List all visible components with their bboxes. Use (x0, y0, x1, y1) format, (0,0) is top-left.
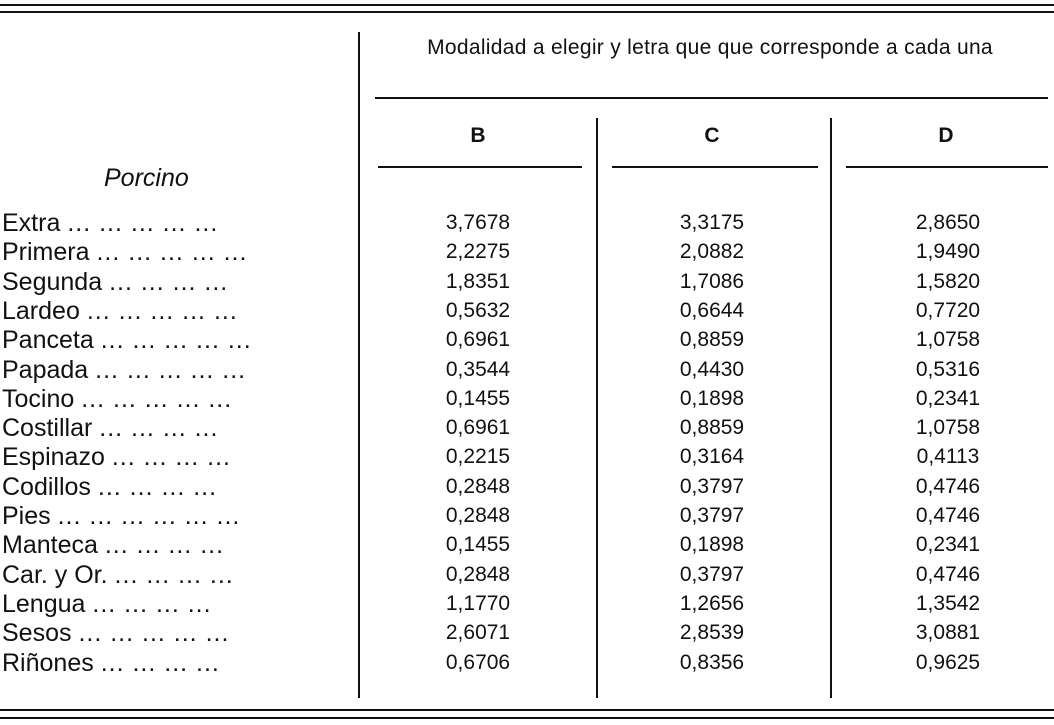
row-label-text: Car. y Or. (2, 561, 108, 589)
row-label-text: Tocino (2, 385, 75, 413)
leader-dots: ... ... ... ... ... ... (57, 502, 241, 530)
table-cell-b: 3,7678 (445, 211, 511, 234)
leader-dots: ... ... ... ... ... (67, 209, 219, 237)
row-label-text: Segunda (2, 268, 103, 296)
table-cell-b: 1,8351 (445, 270, 511, 293)
table-cell-b: 2,2275 (445, 240, 511, 263)
row-label (2, 589, 342, 619)
table-cell-c: 0,1898 (679, 533, 745, 556)
table-cell-d: 1,0758 (915, 416, 981, 439)
table-cell-c: 1,7086 (679, 270, 745, 293)
spanning-header: Modalidad a elegir y letra que que corresponde a cada una (427, 36, 993, 59)
leader-dots: ... ... ... ... (92, 590, 212, 618)
leader-dots: ... ... ... ... ... (100, 326, 252, 354)
table-cell-b: 0,1455 (445, 387, 511, 410)
row-label-text: Papada (2, 356, 89, 384)
table-cell-c: 3,3175 (679, 211, 745, 234)
row-label-text: Primera (2, 238, 90, 266)
table-cell-d: 0,2341 (915, 387, 981, 410)
table-cell-b: 0,6961 (445, 328, 511, 351)
row-label-text: Panceta (2, 326, 94, 354)
top-rule-2 (0, 11, 1054, 13)
row-label-text: Lengua (2, 590, 86, 618)
header-underline (375, 97, 1048, 99)
column-header-b-underline (378, 166, 582, 168)
table-cell-d: 0,9625 (915, 651, 981, 674)
table-cell-d: 0,2341 (915, 533, 981, 556)
table-cell-b: 0,2848 (445, 475, 511, 498)
table-cell-c: 0,8859 (679, 328, 745, 351)
table-cell-b: 2,6071 (445, 621, 511, 644)
row-label-text: Codillos (2, 473, 91, 501)
leader-dots: ... ... ... ... (100, 649, 220, 677)
row-label (2, 560, 342, 590)
stub-heading: Porcino (104, 164, 189, 192)
row-label-text: Espinazo (2, 443, 105, 471)
leader-dots: ... ... ... ... ... (86, 297, 238, 325)
row-label (2, 355, 342, 385)
leader-dots: ... ... ... ... ... (81, 385, 233, 413)
table-cell-c: 0,3797 (679, 563, 745, 586)
table-cell-b: 0,2848 (445, 563, 511, 586)
leader-dots: ... ... ... ... (104, 531, 225, 559)
table-cell-d: 1,0758 (915, 328, 981, 351)
table-cell-b: 0,2848 (445, 504, 511, 527)
leader-dots: ... ... ... ... (114, 561, 234, 589)
bottom-rule-1 (0, 709, 1054, 711)
table-cell-c: 0,3797 (679, 504, 745, 527)
table-cell-d: 0,4746 (915, 475, 981, 498)
row-label-text: Riñones (2, 649, 94, 677)
table-cell-c: 0,3164 (679, 445, 745, 468)
table-cell-d: 1,5820 (915, 270, 981, 293)
leader-dots: ... ... ... ... ... (95, 356, 247, 384)
table-cell-d: 2,8650 (915, 211, 981, 234)
table-cell-d: 3,0881 (915, 621, 981, 644)
row-label (2, 501, 342, 531)
row-label (2, 325, 342, 355)
row-label (2, 237, 342, 267)
leader-dots: ... ... ... ... (99, 414, 219, 442)
row-label (2, 384, 342, 414)
table-cell-b: 0,6706 (445, 651, 511, 674)
table-cell-c: 0,3797 (679, 475, 745, 498)
row-label (2, 208, 342, 238)
stub-divider (358, 32, 360, 698)
table-cell-c: 2,8539 (679, 621, 745, 644)
leader-dots: ... ... ... ... ... (78, 619, 230, 647)
column-header-c: C (704, 124, 720, 147)
row-label (2, 442, 342, 472)
row-label-text: Costillar (2, 414, 93, 442)
leader-dots: ... ... ... ... (111, 443, 231, 471)
column-divider-cd (830, 118, 832, 698)
table-cell-d: 0,4113 (916, 445, 980, 468)
table-cell-d: 0,4746 (915, 563, 981, 586)
top-rule-1 (0, 4, 1054, 6)
column-header-b: B (470, 124, 486, 147)
table-cell-c: 0,6644 (679, 299, 745, 322)
leader-dots: ... ... ... ... ... (96, 238, 248, 266)
column-header-d: D (938, 124, 954, 147)
table-cell-c: 1,2656 (679, 592, 745, 615)
column-header-c-underline (612, 166, 818, 168)
leader-dots: ... ... ... ... (97, 473, 218, 501)
bottom-rule-2 (0, 717, 1054, 719)
leader-dots: ... ... ... ... (109, 268, 229, 296)
table-cell-c: 0,4430 (679, 358, 745, 381)
row-label (2, 267, 342, 297)
table-cell-c: 0,1898 (679, 387, 745, 410)
table-cell-b: 0,3544 (445, 358, 511, 381)
row-label-text: Manteca (2, 531, 98, 559)
table-cell-c: 2,0882 (679, 240, 745, 263)
table-cell-c: 0,8859 (679, 416, 745, 439)
row-label-text: Pies (2, 502, 51, 530)
row-label (2, 648, 342, 678)
table-cell-b: 0,6961 (445, 416, 511, 439)
table-cell-b: 0,1455 (445, 533, 511, 556)
table-cell-c: 0,8356 (679, 651, 745, 674)
row-label-text: Lardeo (2, 297, 80, 325)
table-cell-b: 1,1770 (445, 592, 511, 615)
table-cell-d: 1,3542 (915, 592, 981, 615)
row-label (2, 530, 342, 560)
column-header-d-underline (846, 166, 1048, 168)
table-cell-b: 0,5632 (445, 299, 511, 322)
table-cell-d: 0,5316 (915, 358, 981, 381)
row-label (2, 296, 342, 326)
table-cell-d: 1,9490 (915, 240, 981, 263)
row-label (2, 618, 342, 648)
table-cell-d: 0,4746 (915, 504, 981, 527)
row-label-text: Extra (2, 209, 61, 237)
table-cell-b: 0,2215 (445, 445, 511, 468)
table-cell-d: 0,7720 (915, 299, 981, 322)
column-divider-bc (596, 118, 598, 698)
row-label (2, 472, 342, 502)
row-label-text: Sesos (2, 619, 72, 647)
row-label (2, 413, 342, 443)
